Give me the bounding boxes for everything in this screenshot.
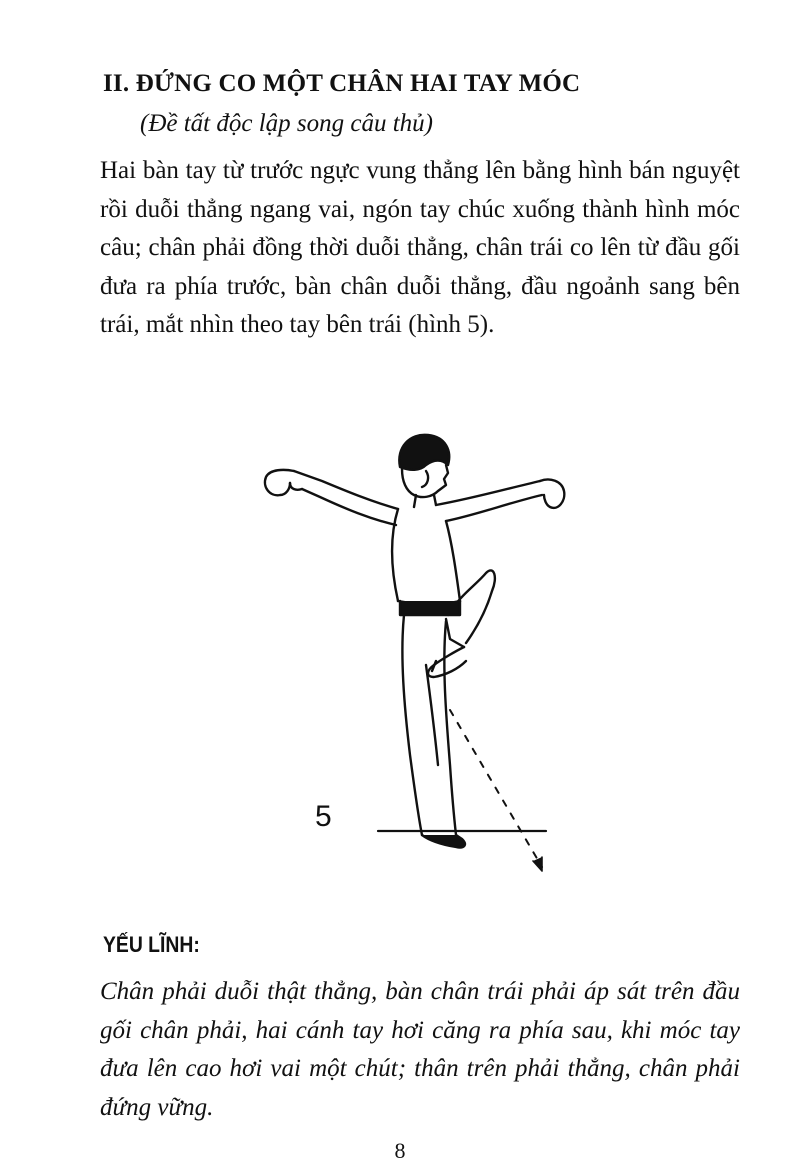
- section-title: II. ĐỨNG CO MỘT CHÂN HAI TAY MÓC: [103, 70, 581, 97]
- key-points-heading: YẾU LĨNH:: [103, 932, 200, 957]
- martial-arts-stance-illustration: [250, 425, 570, 885]
- instruction-paragraph: Hai bàn tay từ trước ngực vung thẳng lên bằng hình bán nguyệt rồi duỗi thẳng ngang vai, ngón tay chúc xuống thành hình móc câu; chân phải đồng thời duỗi thẳng, chân trái co lên từ đầu gối đưa ra phía trước, bàn chân duỗi thẳng, đầu ngoảnh sang bên trái, mắt nhìn theo tay bên trái (hình 5).: [100, 157, 740, 338]
- page-number: 8: [394, 1138, 406, 1163]
- figure-number: 5: [315, 800, 332, 833]
- key-points-text: Chân phải duỗi thật thẳng, bàn chân trái phải áp sát trên đầu gối chân phải, hai cánh tay hơi căng ra phía sau, khi móc tay đưa lên cao hơi vai một chút; thân trên phải thẳng, chân phải đứng vững.: [100, 978, 740, 1121]
- figure-drawing: [250, 425, 570, 885]
- section-subtitle: (Đề tất độc lập song câu thủ): [140, 110, 434, 137]
